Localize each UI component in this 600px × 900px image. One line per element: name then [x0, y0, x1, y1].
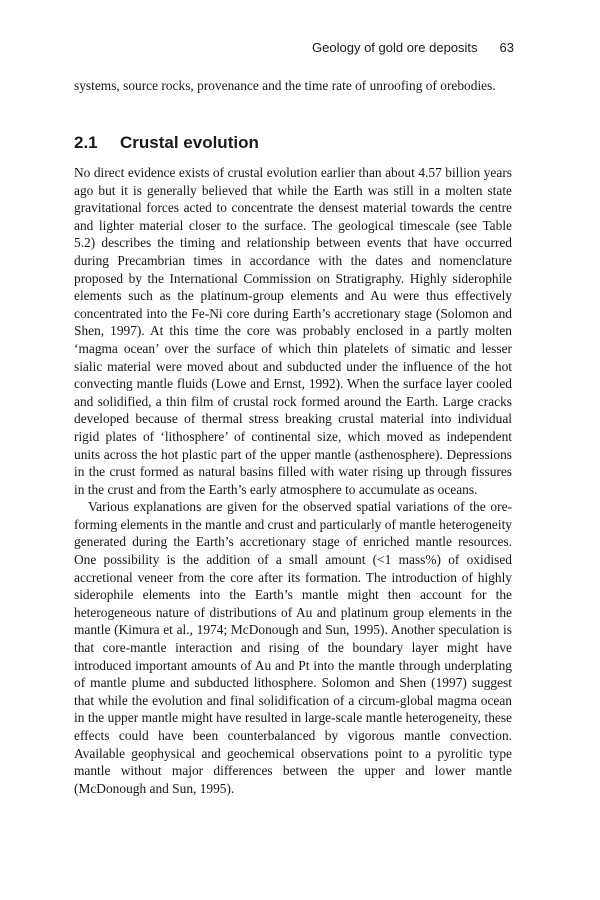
running-header	[312, 40, 514, 55]
body-paragraph: Various explanations are given for the observed spatial variations of the ore-forming elements in the mantle and crust and particularly of mantle heterogeneity generated during the Earth’s accretionary stage of enriched mantle resources. One possibility is the addition of a small amount (<1 mass%) of oxidised accretional veneer from the core after its formation. The introduction of highly siderophile elements into the Earth’s mantle might then account for the heterogeneous nature of distributions of Au and platinum group elements in the mantle (Kimura et al., 1974; McDonough and Sun, 1995). Another speculation is that core-mantle interaction and rising of the boundary layer might have introduced important amounts of Au and Pt into the mantle through underplating of mantle plume and subducted lithosphere. Solomon and Shen (1997) suggest that while the evolution and final solidification of a circum-global magma ocean in the upper mantle might have resulted in large-scale mantle heterogeneity, these effects could have been counterbalanced by vigorous mantle convection. Available geophysical and geochemical observations point to a pyrolitic type mantle without major differences between the upper and lower mantle (McDonough and Sun, 1995).	[74, 499, 512, 796]
continuation-text-block	[74, 77, 512, 95]
page-number: 63	[499, 40, 514, 55]
section-heading	[74, 133, 259, 153]
running-title: Geology of gold ore deposits	[312, 40, 478, 55]
section-body	[74, 164, 512, 797]
section-number: 2.1	[74, 133, 98, 152]
section-title: Crustal evolution	[120, 133, 259, 152]
continuation-paragraph: systems, source rocks, provenance and the time rate of unroofing of orebodies.	[74, 78, 496, 93]
body-paragraph: No direct evidence exists of crustal evolution earlier than about 4.57 billion years ago but it is generally believed that while the Earth was still in a molten state gravitational forces acted to concentrate the densest material towards the centre and lighter material closer to the surface. The geological timescale (see Table 5.2) describes the timing and relationship between events that have occurred during Precambrian times in accordance with the dates and nomenclature proposed by the International Commission on Stratigraphy. Highly siderophile elements such as the platinum-group elements and Au were thus effectively concentrated into the Fe-Ni core during Earth’s accretionary stage (Solomon and Shen, 1997). At this time the core was probably enclosed in a partly molten ‘magma ocean’ over the surface of which thin platelets of simatic and lesser sialic material were moved about and subducted under the influence of the hot convecting mantle fluids (Lowe and Ernst, 1992). When the surface layer cooled and solidified, a thin film of crustal rock formed around the Earth. Large cracks developed because of thermal stress breaking crustal material into individual rigid plates of ‘lithosphere’ of continental size, which moved as independent units across the hot plastic part of the upper mantle (asthenosphere). Depressions in the crust formed as natural basins filled with water rising up through fissures in the crust and from the Earth’s early atmosphere to accumulate as oceans.	[74, 165, 512, 497]
